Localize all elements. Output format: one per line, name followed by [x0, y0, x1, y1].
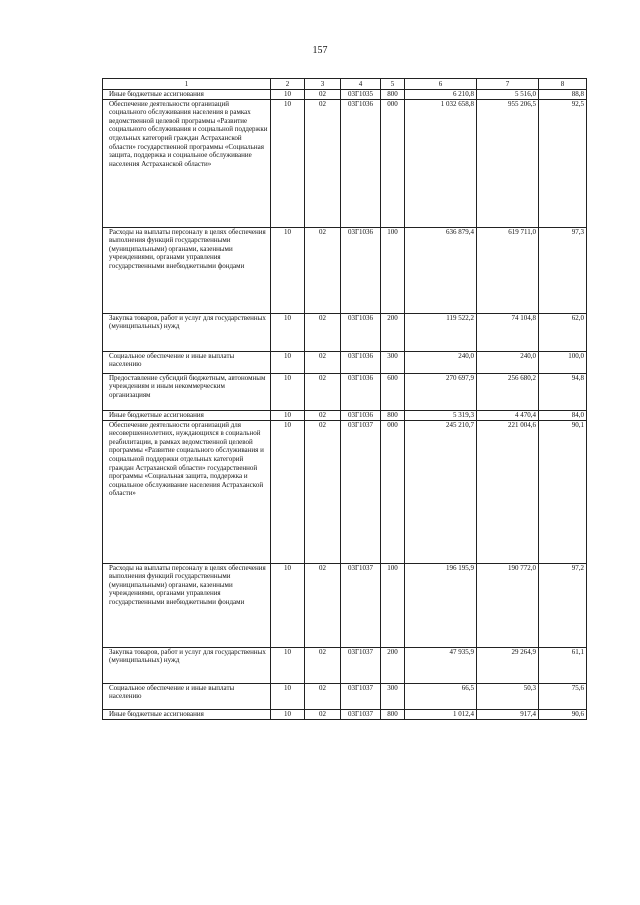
row-section: 10 — [271, 90, 305, 100]
row-percent: 90,1 — [539, 420, 587, 563]
row-name: Социальное обеспечение и иные выплаты населению — [103, 683, 271, 709]
row-expense-type: 100 — [381, 563, 405, 647]
header-cell: 5 — [381, 79, 405, 90]
table-row — [103, 709, 587, 719]
row-target-code: 03Г1036 — [341, 410, 381, 420]
row-actual: 190 772,0 — [477, 563, 539, 647]
row-actual: 5 516,0 — [477, 90, 539, 100]
row-percent: 88,8 — [539, 90, 587, 100]
row-target-code: 03Г1035 — [341, 90, 381, 100]
header-row — [103, 79, 587, 90]
row-subsection: 02 — [305, 90, 341, 100]
row-expense-type: 200 — [381, 313, 405, 351]
row-plan: 66,5 — [405, 683, 477, 709]
row-subsection: 02 — [305, 420, 341, 563]
row-actual: 256 680,2 — [477, 373, 539, 410]
table-row — [103, 351, 587, 373]
row-expense-type: 800 — [381, 90, 405, 100]
table-row — [103, 410, 587, 420]
row-target-code: 03Г1037 — [341, 647, 381, 683]
row-section: 10 — [271, 313, 305, 351]
row-plan: 1 012,4 — [405, 709, 477, 719]
row-name: Обеспечение деятельности организаций для несовершеннолетних, нуждающихся в социальной реабилитации, в рамках ведомственной целевой программы «Развитие социального обслуживания и социальной поддержки отдельных категорий граждан Астраханской области» государственной программы «Социальная защита, поддержка и социальное обслуживание населения Астраханской области» — [103, 420, 271, 563]
row-name: Иные бюджетные ассигнования — [103, 410, 271, 420]
table-row — [103, 647, 587, 683]
table-row — [103, 683, 587, 709]
row-plan: 196 195,9 — [405, 563, 477, 647]
header-cell: 7 — [477, 79, 539, 90]
row-target-code: 03Г1037 — [341, 420, 381, 563]
row-plan: 636 879,4 — [405, 227, 477, 313]
row-percent: 92,5 — [539, 99, 587, 227]
row-name: Предоставление субсидий бюджетным, автономным учреждениям и иным некоммерческим организациям — [103, 373, 271, 410]
row-plan: 245 210,7 — [405, 420, 477, 563]
row-percent: 90,6 — [539, 709, 587, 719]
row-section: 10 — [271, 351, 305, 373]
row-target-code: 03Г1037 — [341, 709, 381, 719]
table-row — [103, 90, 587, 100]
row-percent: 61,1 — [539, 647, 587, 683]
row-plan: 240,0 — [405, 351, 477, 373]
row-subsection: 02 — [305, 373, 341, 410]
header-cell: 8 — [539, 79, 587, 90]
row-actual: 29 264,9 — [477, 647, 539, 683]
row-name: Расходы на выплаты персоналу в целях обеспечения выполнения функций государственными (муниципальными) органами, казенными учреждениями, органами управления государственными внебюджетными фондами — [103, 227, 271, 313]
row-subsection: 02 — [305, 313, 341, 351]
row-plan: 6 210,8 — [405, 90, 477, 100]
row-expense-type: 100 — [381, 227, 405, 313]
row-name: Социальное обеспечение и иные выплаты населению — [103, 351, 271, 373]
header-cell: 6 — [405, 79, 477, 90]
table-row — [103, 99, 587, 227]
row-plan: 119 522,2 — [405, 313, 477, 351]
row-actual: 4 470,4 — [477, 410, 539, 420]
row-section: 10 — [271, 410, 305, 420]
table-row — [103, 313, 587, 351]
table-row — [103, 373, 587, 410]
header-cell: 4 — [341, 79, 381, 90]
page-number: 157 — [312, 45, 328, 56]
row-plan: 1 032 658,8 — [405, 99, 477, 227]
row-plan: 5 319,3 — [405, 410, 477, 420]
row-name: Закупка товаров, работ и услуг для государственных (муниципальных) нужд — [103, 313, 271, 351]
row-expense-type: 000 — [381, 420, 405, 563]
row-target-code: 03Г1037 — [341, 563, 381, 647]
row-section: 10 — [271, 647, 305, 683]
row-section: 10 — [271, 709, 305, 719]
header-cell: 1 — [103, 79, 271, 90]
table-row — [103, 420, 587, 563]
row-subsection: 02 — [305, 647, 341, 683]
row-target-code: 03Г1036 — [341, 227, 381, 313]
row-plan: 47 935,9 — [405, 647, 477, 683]
row-name: Обеспечение деятельности организаций социального обслуживания населения в рамках ведомственной целевой программы «Развитие социального обслуживания и социальной поддержки отдельных категорий граждан Астраханской области» государственной программы «Социальная защита, поддержка и социальное обслуживание населения Астраханской области» — [103, 99, 271, 227]
row-actual: 955 206,5 — [477, 99, 539, 227]
row-expense-type: 300 — [381, 351, 405, 373]
row-name: Иные бюджетные ассигнования — [103, 709, 271, 719]
row-expense-type: 300 — [381, 683, 405, 709]
row-actual: 240,0 — [477, 351, 539, 373]
row-actual: 50,3 — [477, 683, 539, 709]
budget-table — [102, 78, 587, 720]
row-expense-type: 600 — [381, 373, 405, 410]
row-name: Иные бюджетные ассигнования — [103, 90, 271, 100]
row-expense-type: 800 — [381, 410, 405, 420]
row-actual: 917,4 — [477, 709, 539, 719]
row-section: 10 — [271, 373, 305, 410]
row-expense-type: 000 — [381, 99, 405, 227]
row-percent: 97,2 — [539, 563, 587, 647]
row-target-code: 03Г1036 — [341, 373, 381, 410]
row-actual: 74 104,8 — [477, 313, 539, 351]
row-section: 10 — [271, 683, 305, 709]
row-percent: 100,0 — [539, 351, 587, 373]
row-percent: 94,8 — [539, 373, 587, 410]
header-cell: 2 — [271, 79, 305, 90]
row-section: 10 — [271, 227, 305, 313]
row-actual: 619 711,0 — [477, 227, 539, 313]
row-subsection: 02 — [305, 709, 341, 719]
row-target-code: 03Г1037 — [341, 683, 381, 709]
row-target-code: 03Г1036 — [341, 313, 381, 351]
row-subsection: 02 — [305, 410, 341, 420]
row-section: 10 — [271, 563, 305, 647]
row-expense-type: 800 — [381, 709, 405, 719]
row-name: Расходы на выплаты персоналу в целях обеспечения выполнения функций государственными (муниципальными) органами, казенными учреждениями, органами управления государственными внебюджетными фондами — [103, 563, 271, 647]
row-actual: 221 004,6 — [477, 420, 539, 563]
row-percent: 75,6 — [539, 683, 587, 709]
table-row — [103, 563, 587, 647]
row-expense-type: 200 — [381, 647, 405, 683]
row-percent: 84,0 — [539, 410, 587, 420]
row-section: 10 — [271, 99, 305, 227]
row-section: 10 — [271, 420, 305, 563]
row-percent: 62,0 — [539, 313, 587, 351]
table-row — [103, 227, 587, 313]
header-cell: 3 — [305, 79, 341, 90]
row-target-code: 03Г1036 — [341, 351, 381, 373]
row-target-code: 03Г1036 — [341, 99, 381, 227]
row-subsection: 02 — [305, 227, 341, 313]
row-subsection: 02 — [305, 563, 341, 647]
row-subsection: 02 — [305, 351, 341, 373]
row-subsection: 02 — [305, 99, 341, 227]
row-percent: 97,3 — [539, 227, 587, 313]
row-plan: 270 697,9 — [405, 373, 477, 410]
row-name: Закупка товаров, работ и услуг для государственных (муниципальных) нужд — [103, 647, 271, 683]
row-subsection: 02 — [305, 683, 341, 709]
